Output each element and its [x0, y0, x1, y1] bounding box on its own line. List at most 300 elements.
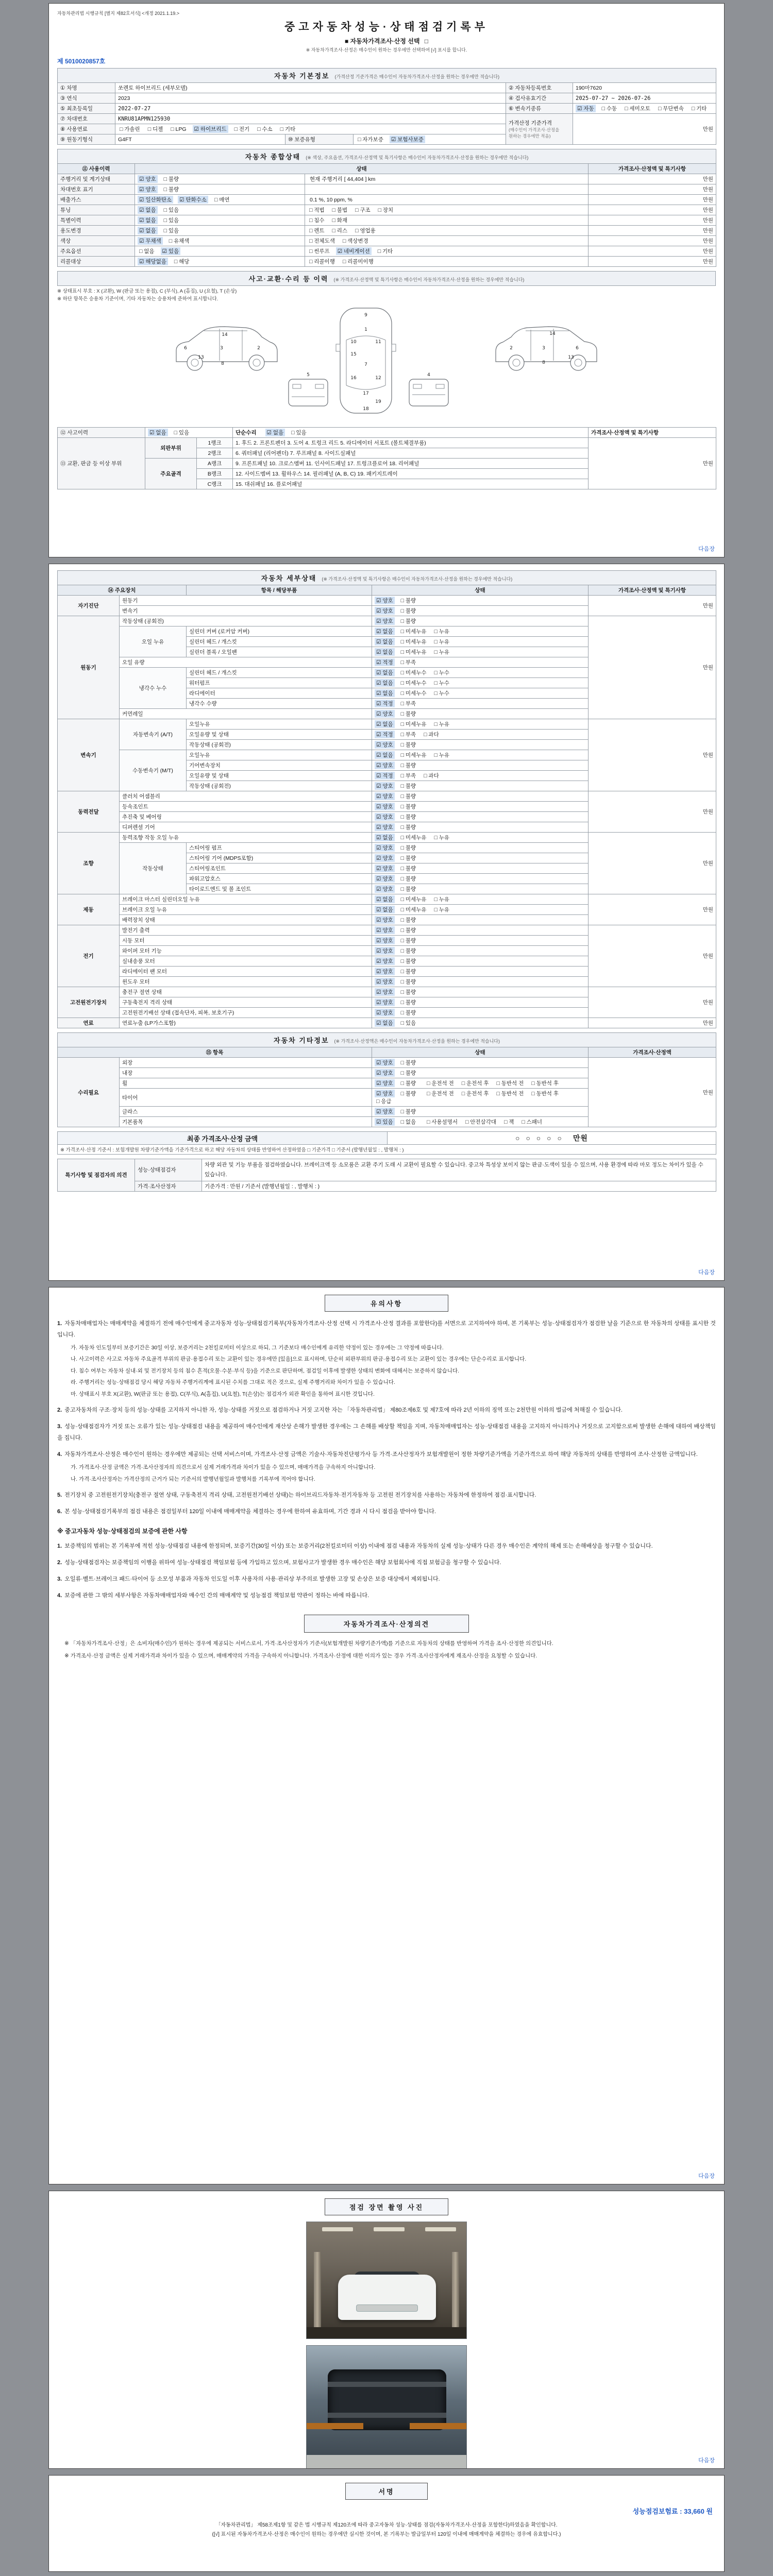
checkbox-option[interactable]: ☑ 네비게이션: [336, 247, 372, 255]
doc-no-prefix: 제: [57, 58, 63, 65]
item-label: 시동 모터: [120, 936, 372, 946]
item-label: 와이퍼 모터 기능: [120, 946, 372, 956]
checkbox-option[interactable]: □ 동반석 전: [496, 1080, 524, 1087]
inspection-insurance-fee: [57, 2506, 713, 2516]
state-cell: [372, 863, 589, 874]
checkbox-option[interactable]: ☑ 있음: [375, 1118, 395, 1126]
checkbox-option[interactable]: □ 불량: [400, 618, 416, 624]
checkbox-option[interactable]: □ 누유: [434, 835, 450, 841]
next-page-link[interactable]: 다음장: [698, 2458, 715, 2464]
table-row: [58, 1159, 716, 1181]
checkbox-option[interactable]: ☑ 양호: [375, 741, 395, 749]
checkbox-option[interactable]: □ 불량: [400, 783, 416, 789]
checkbox-option[interactable]: □ 불량: [400, 855, 416, 861]
state-cell: [135, 236, 305, 246]
checkbox-option[interactable]: ☑ 양호: [375, 968, 395, 975]
checkbox-option[interactable]: ☑ 양호: [375, 978, 395, 986]
checkbox-option[interactable]: □ 수소: [257, 126, 273, 132]
checkbox-option[interactable]: ☑ 없음: [375, 638, 395, 646]
checkbox-option[interactable]: □ LPG: [171, 126, 187, 132]
checkbox-option[interactable]: ☑ 양호: [375, 782, 395, 790]
item-label: 브레이크 오일 누유: [120, 905, 372, 915]
checkbox-option[interactable]: □ 기타: [377, 248, 393, 255]
state-cell: [372, 606, 589, 616]
simple-repair-label: 단순수리: [236, 430, 257, 436]
checkbox-option[interactable]: □ 구조: [355, 207, 371, 213]
price-cell: 만원: [589, 226, 716, 236]
checkbox-option[interactable]: □ 미세누수: [400, 680, 427, 686]
table-row: [58, 438, 716, 448]
extra-cell: [305, 246, 589, 257]
col-price: 가격조사·산정액 및 특기사항: [589, 164, 716, 174]
checkbox-option[interactable]: □ 누수: [434, 690, 450, 697]
device-row: [58, 987, 716, 997]
document-number: [57, 57, 716, 65]
fuel-options: [115, 124, 506, 134]
field-label: ⑨ 원동기형식: [58, 134, 115, 145]
checkbox-option[interactable]: □ 자가보증: [358, 137, 383, 143]
field-label: ② 자동차등록번호: [506, 83, 573, 93]
state-cell: [372, 884, 589, 894]
group-label: 연료: [58, 1018, 120, 1028]
checkbox-option[interactable]: □ 부족: [400, 773, 416, 779]
damage-code-legend: ※ 상태표시 부호 : X (교환), W (판금 또는 용접), C (부식), A (흠집), U (요철), T (손상): [57, 289, 237, 294]
checkbox-option[interactable]: □ 썬루프: [309, 248, 330, 255]
checkbox-option[interactable]: ☑ 양호: [375, 1079, 395, 1087]
checkbox-option[interactable]: ☑ 양호: [375, 926, 395, 934]
checkbox-option[interactable]: ☑ 양호: [375, 710, 395, 718]
checkbox-option[interactable]: □ 불량: [400, 711, 416, 717]
next-page-link[interactable]: 다음장: [698, 2173, 715, 2179]
price-select-label: ■ 자동차가격조사·산정 선택: [344, 38, 420, 45]
checkbox-option[interactable]: ☑ 없음: [375, 751, 395, 759]
checkbox-option[interactable]: ☑ 양호: [375, 597, 395, 604]
checkbox-option[interactable]: □ 전체도색: [309, 238, 335, 244]
table-row: [58, 428, 716, 438]
checkbox-option[interactable]: ☑ 양호: [375, 803, 395, 810]
checkbox-option[interactable]: □ 과다: [424, 773, 439, 779]
checkbox-option[interactable]: □ 있음: [163, 217, 179, 224]
misc-info-table: [57, 1032, 716, 1127]
sub-group-label: 작동상태: [120, 843, 187, 894]
state-cell: [372, 1078, 589, 1089]
next-page-link[interactable]: 다음장: [698, 546, 715, 552]
photo-ceiling-light: [425, 2227, 456, 2231]
checkbox-option[interactable]: ☑ 양호: [375, 617, 395, 625]
checkbox-option[interactable]: □ 수동: [601, 106, 617, 112]
checkbox-option[interactable]: □ 불량: [400, 886, 416, 892]
checkbox-option[interactable]: □ 해당: [174, 259, 190, 265]
checkbox-option[interactable]: □ 가솔린: [120, 126, 140, 132]
price-cell: 만원: [589, 1058, 716, 1127]
remarks-label: 특기사항 및 점검자의 의견: [58, 1159, 135, 1192]
state-cell: [372, 647, 589, 657]
checkbox-option[interactable]: ☑ 없음: [138, 227, 158, 234]
item-label: 오일유량 및 상태: [187, 730, 372, 740]
fee-value: 33,660 원: [684, 2507, 713, 2515]
checkbox-option[interactable]: ☑ 양호: [375, 885, 395, 893]
checkbox-option[interactable]: ☑ 없음: [375, 679, 395, 687]
checkbox-option[interactable]: □ 영업용: [355, 228, 376, 234]
checkbox-option[interactable]: □ 불량: [400, 608, 416, 614]
checkbox-option[interactable]: ☑ 양호: [375, 761, 395, 769]
device-row: [58, 833, 716, 843]
next-page-link[interactable]: 다음장: [698, 1269, 715, 1276]
checkbox-option[interactable]: □ 미세누유: [400, 649, 427, 655]
checkbox-option[interactable]: □ 누수: [434, 670, 450, 676]
checkbox-option[interactable]: □ 불량: [400, 793, 416, 800]
state-cell: [372, 760, 589, 771]
checkbox-option[interactable]: □ 있음: [163, 207, 179, 213]
checkbox-option[interactable]: ☑ 없음: [375, 834, 395, 841]
checkbox-option[interactable]: □ 불량: [400, 1080, 416, 1087]
checkbox-option[interactable]: ☑ 양호: [375, 607, 395, 615]
first-reg-value: 2022-07-27: [115, 104, 506, 114]
diagram-part-number: 17: [363, 391, 369, 396]
checkbox-option[interactable]: □ 동반석 후: [531, 1080, 559, 1087]
checkbox-option[interactable]: □ 운전석 전: [427, 1091, 454, 1097]
checkbox-option[interactable]: □ 디젤: [147, 126, 163, 132]
state-cell: [372, 997, 589, 1008]
checkbox-option[interactable]: ☑ 적정: [375, 731, 395, 738]
checkbox-option[interactable]: □ 미세누수: [400, 690, 427, 697]
table-row: [58, 1181, 716, 1191]
price-select-note: ※ 자동차가격조사·산정은 매수인이 원하는 경우에만 선택하여 [√] 표시를 합니다.: [306, 47, 467, 53]
checkbox-option[interactable]: ☑ 양호: [375, 957, 395, 965]
checkbox-option[interactable]: □ 동반석 후: [531, 1091, 559, 1097]
checkbox-option[interactable]: ☑ 무채색: [138, 237, 163, 245]
overall-row: [58, 174, 716, 184]
diagram-part-number: 2: [510, 346, 513, 351]
checkbox-option[interactable]: ☑ 없음: [375, 1019, 395, 1027]
checkbox-option[interactable]: □ 불량: [400, 814, 416, 820]
history-item-label: 차대번호 표기: [58, 184, 135, 195]
state-cell: [372, 1089, 589, 1107]
checkbox-option[interactable]: □ 리콜미이행: [342, 259, 374, 265]
overall-row: [58, 226, 716, 236]
checkbox-option[interactable]: ☑ 양호: [375, 937, 395, 944]
field-label: ⑥ 변속기종류: [506, 104, 573, 114]
checkbox-option[interactable]: □ 스패너: [522, 1119, 543, 1125]
checkbox-option[interactable]: □ 불량: [400, 598, 416, 604]
checkbox-option[interactable]: ☑ 자동: [576, 105, 596, 112]
checkbox-option[interactable]: □ 운전석 후: [461, 1080, 489, 1087]
device-row: [58, 791, 716, 802]
checkbox-option[interactable]: □ 화재: [332, 217, 348, 224]
rank-label: B랭크: [197, 469, 233, 479]
checkbox-option[interactable]: □ 불량: [400, 938, 416, 944]
checkbox-option[interactable]: □ 세미오토: [625, 106, 651, 112]
field-label: ⑧ 사용연료: [58, 124, 115, 134]
checkbox-option[interactable]: □ 유채색: [169, 238, 190, 244]
checkbox-option[interactable]: □ 불량: [400, 989, 416, 995]
checkbox-option[interactable]: ☑ 없음: [375, 628, 395, 635]
diagram-part-number: 10: [350, 340, 357, 345]
checkbox-option[interactable]: □ 있음: [400, 1020, 416, 1026]
state-cell: [372, 956, 589, 967]
diagram-part-number: 8: [221, 361, 224, 366]
checkbox-option[interactable]: ☑ 양호: [375, 1069, 395, 1077]
checkbox-option[interactable]: □ 불량: [400, 1109, 416, 1115]
item-label: 변속기: [120, 606, 372, 616]
checkbox-option[interactable]: □ 누수: [434, 680, 450, 686]
checkbox-option[interactable]: ☑ 없음: [138, 206, 158, 214]
checkbox-option[interactable]: □ 불량: [400, 866, 416, 872]
simple-repair-options: [265, 430, 313, 436]
checkbox-option[interactable]: □ 미세누유: [400, 896, 427, 903]
checkbox-option[interactable]: □ 무단변속: [658, 106, 684, 112]
checkbox-option[interactable]: ☑ 양호: [375, 792, 395, 800]
checkbox-option[interactable]: ☑ 없음: [375, 895, 395, 903]
engine-type-value: G4FT: [115, 134, 285, 145]
checkbox-option[interactable]: □ 누유: [434, 629, 450, 635]
price-cell: 만원: [589, 894, 716, 925]
price-opinion-line: ※ 가격조사·산정 금액은 실제 거래가격과 차이가 있을 수 있으며, 매매계약의 가격을 구속하지 아니합니다. 가격조사·산정에 대한 이의가 있는 경우 가격·조사산정자에게 재조사·산정을 요청할 수 있습니다.: [64, 1653, 537, 1659]
diagram-part-number: 14: [549, 331, 556, 336]
checkbox-option[interactable]: ☑ 탄화수소: [178, 196, 208, 204]
final-price-value: [388, 1132, 716, 1145]
checkbox-option[interactable]: □ 불량: [400, 999, 416, 1006]
checkbox-option[interactable]: □ 리스: [332, 228, 348, 234]
checkbox-option[interactable]: ☑ 보험사보증: [390, 135, 425, 143]
table-row: [58, 93, 716, 104]
checkbox-option[interactable]: ☑ 양호: [375, 998, 395, 1006]
checkbox-option[interactable]: □ 불량: [400, 917, 416, 923]
history-item-label: 용도변경: [58, 226, 135, 236]
checkbox-option[interactable]: □ 미세누수: [400, 670, 427, 676]
item-label: 외장: [120, 1058, 372, 1068]
inspection-photo-underbody: [306, 2345, 467, 2469]
checkbox-option[interactable]: ☑ 없음: [375, 669, 395, 676]
vehicle-basis-legend: ※ 하단 항목은 승용차 기준이며, 기타 자동차는 승용차에 준하여 표시합니다.: [57, 296, 219, 302]
table-row: [58, 114, 716, 124]
state-cell: [135, 226, 305, 236]
checkbox-option[interactable]: ☑ 양호: [375, 1090, 395, 1097]
checkbox-option[interactable]: ☑ 없음: [265, 429, 285, 436]
price-cell: 만원: [589, 195, 716, 205]
checkbox-option[interactable]: ☑ 없음: [375, 906, 395, 913]
item-label: 클러치 어셈블리: [120, 791, 372, 802]
checkbox-option[interactable]: □ 불량: [400, 824, 416, 831]
device-row: [58, 1018, 716, 1028]
checkbox-option[interactable]: □ 있음: [174, 430, 190, 436]
item-label: 추진축 및 베어링: [120, 812, 372, 822]
checkbox-option[interactable]: □ 안전삼각대: [465, 1119, 496, 1125]
checkbox-option[interactable]: ☑ 양호: [138, 185, 158, 193]
checkbox-option[interactable]: □ 불량: [400, 1091, 416, 1097]
checkbox-option[interactable]: □ 사용설명서: [427, 1119, 458, 1125]
extra-cell: [305, 257, 589, 267]
history-item-label: 리콜대상: [58, 257, 135, 267]
checkbox-option[interactable]: ☑ 없음: [375, 648, 395, 656]
checkbox-option[interactable]: □ 운전석 후: [461, 1091, 489, 1097]
col-state: 상태: [372, 1047, 589, 1058]
checkbox-option[interactable]: ☑ 양호: [375, 1059, 395, 1066]
checkbox-option[interactable]: □ 매연: [214, 197, 230, 203]
checkbox-option[interactable]: ☑ 양호: [375, 865, 395, 872]
checkbox-option[interactable]: □ 불량: [400, 948, 416, 954]
state-cell: [372, 946, 589, 956]
checkbox-option[interactable]: □ 미세누유: [400, 721, 427, 727]
state-cell: [372, 1068, 589, 1078]
frame-category: 주요골격: [145, 459, 197, 489]
checkbox-option[interactable]: □ 불량: [400, 1060, 416, 1066]
state-cell: [372, 936, 589, 946]
checkbox-option[interactable]: □ 미세누유: [400, 752, 427, 758]
history-item-label: 특별이력: [58, 215, 135, 226]
accident-history-table: [57, 427, 716, 489]
checkbox-option[interactable]: ☑ 하이브리드: [193, 125, 228, 133]
price-cell: 만원: [589, 184, 716, 195]
inspector-remarks: 차량 외관 및 기능 부품을 점검하였습니다. 브레이크액 등 소모품은 교환 주기 도래 시 교환이 필요할 수 있습니다. 중고차 특성상 보이지 않는 판금·도색이 있을 수 있으며, 사용 환경에 따라 마모 정도는 차이가 있을 수 있습니다.: [202, 1159, 716, 1181]
checkbox-option[interactable]: □ 기타: [280, 126, 296, 132]
item-label: 라디에이터 팬 모터: [120, 967, 372, 977]
state-cell: [372, 925, 589, 936]
rank-items: 9. 프론트패널 10. 크로스멤버 11. 인사이드패널 17. 트렁크플로어 18. 리어패널: [233, 459, 589, 469]
checkbox-option[interactable]: □ 있음: [163, 228, 179, 234]
checkbox-option[interactable]: □ 침수: [309, 217, 325, 224]
checkbox-option[interactable]: □ 불량: [400, 927, 416, 934]
warranty-options: [354, 134, 506, 145]
state-cell: [372, 967, 589, 977]
checkbox-option[interactable]: □ 불량: [400, 876, 416, 882]
checkbox-option[interactable]: ☑ 양호: [375, 988, 395, 996]
checkbox-option[interactable]: □ 불량: [400, 1070, 416, 1076]
item-label: 동력조향 작동 오일 누유: [120, 833, 372, 843]
checkbox-option[interactable]: □ 없음: [400, 1119, 416, 1125]
checkbox-option[interactable]: ☑ 적정: [375, 772, 395, 779]
checkbox-option[interactable]: □ 불량: [400, 979, 416, 985]
accident-history-options: [145, 428, 233, 438]
checkbox-option[interactable]: □ 적법: [309, 207, 325, 213]
checkbox-option[interactable]: ☑ 있음: [161, 247, 181, 255]
checkbox-option[interactable]: ☑ 없음: [148, 429, 168, 436]
checkbox-option[interactable]: □ 불량: [400, 958, 416, 964]
notice-sub-item: 나. 사고이력은 사고로 자동차 주요골격 부위의 판금·용접수리 또는 교환이 있는 경우에만 [있음]으로 표시하며, 단순히 외판부위의 판금·용접수리 또는 교환이 있는 경우에는 단순수리로 표시합니다.: [71, 1356, 527, 1363]
checkbox-option[interactable]: ☑ 양호: [375, 813, 395, 821]
checkbox-option[interactable]: □ 미세누유: [400, 907, 427, 913]
price-cell: 만원: [589, 925, 716, 987]
checkbox-option[interactable]: □ 미세누유: [400, 835, 427, 841]
checkbox-option[interactable]: □ 미세누유: [400, 639, 427, 645]
field-label: ⑩ 보증유형: [285, 134, 354, 145]
item-label: 휠: [120, 1078, 372, 1089]
checkbox-option[interactable]: □ 미세누유: [400, 629, 427, 635]
diagram-part-number: 5: [307, 372, 310, 378]
checkbox-option[interactable]: □ 기타: [691, 106, 707, 112]
checkbox-option[interactable]: □ 불법: [332, 207, 348, 213]
checkbox-option[interactable]: □ 불량: [400, 845, 416, 851]
checkbox-option[interactable]: □ 부족: [400, 732, 416, 738]
checkbox-option[interactable]: ☑ 적정: [375, 658, 395, 666]
state-cell: [372, 874, 589, 884]
document-title: 중고자동차성능·상태점검기록부: [284, 21, 489, 33]
checkbox-option[interactable]: □ 누유: [434, 752, 450, 758]
price-cell: 만원: [589, 987, 716, 1018]
item-label: 커먼레일: [120, 709, 372, 719]
checkbox-option[interactable]: □ 부족: [400, 701, 416, 707]
checkbox-option[interactable]: ☑ 적정: [375, 700, 395, 707]
item-label: 스티어링조인트: [187, 863, 372, 874]
checkbox-option[interactable]: □ 불량: [400, 742, 416, 748]
checkbox-option[interactable]: ☑ 양호: [375, 947, 395, 955]
checkbox-option[interactable]: □ 누유: [434, 896, 450, 903]
detail-condition-table: [57, 570, 716, 1028]
checkbox-option[interactable]: □ 누유: [434, 649, 450, 655]
price-select-checkbox[interactable]: □: [424, 38, 429, 45]
checkbox-option[interactable]: □ 부족: [400, 659, 416, 666]
state-cell: [135, 184, 305, 195]
photo-floor: [307, 2455, 466, 2468]
legal-statement-2: ([√] 표시된 자동차가격조사·산정은 매수인이 원하는 경우에만 실시한 것이며, 본 기록부는 발급일부터 120일 이내에 매매계약을 체결하는 경우에 유효합니다.): [212, 2532, 561, 2537]
group-label: 동력전달: [58, 791, 120, 833]
notice-item: 1. 자동차매매업자는 매매계약을 체결하기 전에 매수인에게 중고자동차 성능·상태점검기록부(자동차가격조사·산정 선택 시 가격조사·산정 결과를 포함한다)를 서면으로 고지하여야 하며, 본 기록부는 성능·상태점검자가 점검한 날을 기준으로 한 자동차의 상태를 표시한 것입니다.: [57, 1320, 716, 1338]
checkbox-option[interactable]: ☑ 양호: [375, 1009, 395, 1016]
checkbox-option[interactable]: □ 운전석 전: [427, 1080, 454, 1087]
checkbox-option[interactable]: □ 전기: [234, 126, 250, 132]
checkbox-option[interactable]: □ 불량: [163, 176, 179, 182]
checkbox-option[interactable]: □ 색상변경: [342, 238, 368, 244]
checkbox-option[interactable]: ☑ 양호: [375, 844, 395, 852]
table-row: [58, 83, 716, 93]
basic-info-table: [57, 68, 716, 145]
checkbox-option[interactable]: □ 누유: [434, 721, 450, 727]
checkbox-option[interactable]: ☑ 양호: [375, 875, 395, 883]
inspection-period-value: 2025-07-27 ~ 2026-07-26: [573, 93, 716, 104]
state-cell: [135, 195, 305, 205]
item-label: 브레이크 마스터 실린더오일 누유: [120, 894, 372, 905]
page-4: [48, 2191, 725, 2469]
checkbox-option[interactable]: □ 동반석 전: [496, 1091, 524, 1097]
notice-item: 1. 보증책임의 범위는 본 기록부에 적힌 성능·상태점검 내용에 한정되며, 보증기간(30일 이상) 또는 보증거리(2천킬로미터 이상) 이내에 점검 내용과 자동차의 실제 성능·상태가 다른 경우 매수인은 계약의 해제 또는 손해배상을 청구할 수 있습니다.: [57, 1543, 653, 1550]
checkbox-option[interactable]: □ 불량: [400, 804, 416, 810]
state-cell: [372, 977, 589, 987]
checkbox-option[interactable]: ☑ 없음: [375, 689, 395, 697]
history-item-label: 튜닝: [58, 205, 135, 215]
checkbox-option[interactable]: ☑ 양호: [375, 916, 395, 924]
checkbox-option[interactable]: □ 과다: [424, 732, 439, 738]
checkbox-option[interactable]: □ 리콜이행: [309, 259, 335, 265]
checkbox-option[interactable]: □ 응급: [376, 1098, 392, 1105]
checkbox-option[interactable]: □ 렌트: [309, 228, 325, 234]
checkbox-option[interactable]: □ 있음: [291, 430, 307, 436]
checkbox-option[interactable]: ☑ 양호: [138, 175, 158, 183]
checkbox-option[interactable]: ☑ 없음: [138, 216, 158, 224]
checkbox-option[interactable]: □ 누유: [434, 639, 450, 645]
checkbox-option[interactable]: ☑ 양호: [375, 854, 395, 862]
checkbox-option[interactable]: □ 불량: [400, 1010, 416, 1016]
checkbox-option[interactable]: □ 없음: [139, 248, 155, 255]
checkbox-option[interactable]: □ 장치: [378, 207, 394, 213]
checkbox-option[interactable]: □ 불량: [400, 969, 416, 975]
checkbox-option[interactable]: ☑ 양호: [375, 823, 395, 831]
checkbox-option[interactable]: □ 불량: [400, 762, 416, 769]
checkbox-option[interactable]: □ 누유: [434, 907, 450, 913]
state-cell: [372, 843, 589, 853]
state-cell: [372, 905, 589, 915]
form-reference: 자동차관리법 시행규칙 [별지 제82호서식] <개정 2021.1.19.>: [57, 11, 180, 16]
diagram-part-number: 13: [198, 355, 204, 360]
checkbox-option[interactable]: □ 잭: [503, 1119, 514, 1125]
checkbox-option[interactable]: ☑ 양호: [375, 1108, 395, 1115]
diagram-part-number: 18: [363, 406, 369, 412]
diagram-part-number: 19: [375, 399, 381, 404]
checkbox-option[interactable]: ☑ 해당없음: [138, 258, 168, 265]
checkbox-option[interactable]: □ 불량: [163, 187, 179, 193]
checkbox-option[interactable]: ☑ 일산화탄소: [138, 196, 173, 204]
checkbox-option[interactable]: ☑ 없음: [375, 720, 395, 728]
table-header-row: [58, 164, 716, 174]
